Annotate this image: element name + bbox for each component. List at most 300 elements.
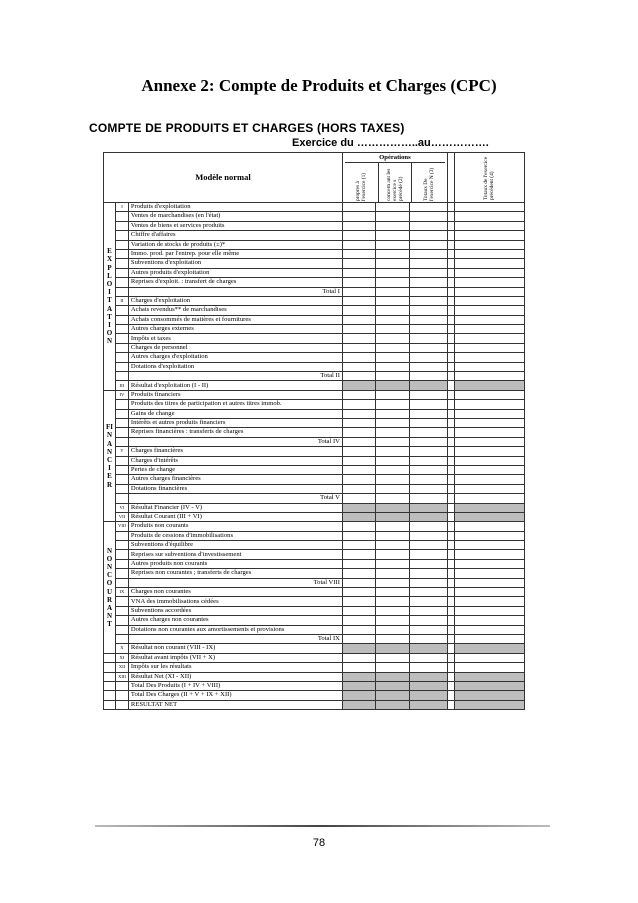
value-cell (454, 681, 524, 690)
value-cell (342, 681, 375, 690)
value-cell (375, 409, 409, 418)
value-cell (409, 296, 447, 305)
value-cell (342, 240, 375, 249)
section-name: FINANCIER (106, 423, 113, 489)
value-cell (375, 606, 409, 615)
value-cell (454, 503, 524, 512)
value-cell (454, 249, 524, 258)
value-cell (342, 503, 375, 512)
table-row (104, 569, 525, 578)
value-cell (375, 400, 409, 409)
value-cell (342, 494, 375, 503)
row-label: Ventes de biens et services produits (128, 221, 342, 230)
value-cell (375, 278, 409, 287)
value-cell (375, 240, 409, 249)
column-gap (447, 681, 454, 690)
value-cell (409, 569, 447, 578)
row-label: Produits financiers (128, 390, 342, 399)
row-label: Autres produits non courants (128, 559, 342, 568)
section-label (104, 522, 116, 653)
value-cell (409, 531, 447, 540)
row-label: Résultat avant impôts (VII + X) (128, 653, 342, 662)
value-cell (409, 268, 447, 277)
value-cell (375, 296, 409, 305)
column-gap (447, 503, 454, 512)
value-cell (375, 203, 409, 212)
value-cell (342, 700, 375, 709)
value-cell (454, 447, 524, 456)
table-row (104, 494, 525, 503)
value-cell (454, 512, 524, 521)
value-cell (375, 672, 409, 681)
value-cell (375, 475, 409, 484)
column-gap (447, 240, 454, 249)
value-cell (409, 691, 447, 700)
value-cell (454, 672, 524, 681)
row-code (116, 494, 129, 503)
column-gap (447, 588, 454, 597)
row-label: Charges d'intérêts (128, 456, 342, 465)
value-cell (409, 221, 447, 230)
row-code (116, 343, 129, 352)
row-code: IV (116, 390, 129, 399)
value-cell (342, 212, 375, 221)
value-cell (342, 512, 375, 521)
value-cell (375, 691, 409, 700)
value-cell (375, 559, 409, 568)
value-cell (454, 465, 524, 474)
value-cell (375, 287, 409, 296)
row-label: Autres charges financières (128, 475, 342, 484)
table-row (104, 550, 525, 559)
row-code (116, 597, 129, 606)
table-row (104, 700, 525, 709)
value-cell (375, 522, 409, 531)
column-gap (447, 522, 454, 531)
value-cell (454, 606, 524, 615)
row-code (116, 400, 129, 409)
value-cell (454, 625, 524, 634)
value-cell (342, 428, 375, 437)
value-cell (454, 343, 524, 352)
table-row (104, 221, 525, 230)
row-label: Résultat d'exploitation (I - II) (128, 381, 342, 390)
value-cell (454, 522, 524, 531)
row-label: VNA des immobilisations cédées (128, 597, 342, 606)
value-cell (409, 559, 447, 568)
table-row (104, 616, 525, 625)
value-cell (375, 428, 409, 437)
table-row (104, 522, 525, 531)
value-cell (409, 353, 447, 362)
value-cell (342, 597, 375, 606)
column-gap (447, 437, 454, 446)
value-cell (342, 390, 375, 399)
row-code: VIII (116, 522, 129, 531)
row-code (116, 231, 129, 240)
row-code (116, 418, 129, 427)
value-cell (342, 372, 375, 381)
value-cell (342, 588, 375, 597)
value-cell (409, 606, 447, 615)
value-cell (454, 400, 524, 409)
row-label: Produits d'exploitation (128, 203, 342, 212)
value-cell (409, 418, 447, 427)
value-cell (409, 278, 447, 287)
column-gap (447, 447, 454, 456)
row-code (116, 221, 129, 230)
table-row (104, 278, 525, 287)
value-cell (375, 663, 409, 672)
value-cell (375, 306, 409, 315)
col-totaux-n-header: Totaux De l'exercice N (3) (422, 167, 435, 201)
column-gap (447, 259, 454, 268)
column-gap (447, 616, 454, 625)
value-cell (375, 494, 409, 503)
value-cell (409, 409, 447, 418)
row-label: Autres produits d'exploitation (128, 268, 342, 277)
column-gap (447, 428, 454, 437)
value-cell (454, 541, 524, 550)
value-cell (409, 681, 447, 690)
column-gap (447, 381, 454, 390)
value-cell (454, 494, 524, 503)
value-cell (409, 437, 447, 446)
value-cell (409, 541, 447, 550)
row-code: XI (116, 653, 129, 662)
section-name: NON COURANT (106, 546, 114, 629)
value-cell (375, 531, 409, 540)
table-row (104, 484, 525, 493)
row-code (116, 268, 129, 277)
value-cell (375, 541, 409, 550)
value-cell (409, 494, 447, 503)
operations-title: Opérations (345, 153, 445, 163)
column-gap (447, 306, 454, 315)
value-cell (342, 353, 375, 362)
table-row (104, 240, 525, 249)
value-cell (375, 249, 409, 258)
value-cell (375, 372, 409, 381)
value-cell (342, 663, 375, 672)
value-cell (454, 484, 524, 493)
row-label: Achats consommés de matières et fournitures (128, 315, 342, 324)
value-cell (342, 296, 375, 305)
value-cell (342, 559, 375, 568)
table-row (104, 353, 525, 362)
row-label: Produits non courants (128, 522, 342, 531)
value-cell (409, 372, 447, 381)
value-cell (409, 362, 447, 371)
table-row (104, 203, 525, 212)
value-cell (454, 381, 524, 390)
row-code (116, 559, 129, 568)
column-gap (447, 325, 454, 334)
value-cell (342, 400, 375, 409)
row-code (116, 437, 129, 446)
table-row (104, 634, 525, 643)
table-row (104, 625, 525, 634)
row-code: VII (116, 512, 129, 521)
row-code (116, 578, 129, 587)
row-code: XIII (116, 672, 129, 681)
value-cell (375, 437, 409, 446)
value-cell (409, 203, 447, 212)
column-gap (447, 343, 454, 352)
table-row (104, 428, 525, 437)
value-cell (375, 231, 409, 240)
value-cell (454, 663, 524, 672)
value-cell (454, 691, 524, 700)
value-cell (409, 616, 447, 625)
value-cell (409, 456, 447, 465)
value-cell (409, 597, 447, 606)
row-code (116, 428, 129, 437)
model-title: Modèle normal (104, 153, 343, 203)
column-gap (447, 400, 454, 409)
value-cell (375, 334, 409, 343)
col-propres-header: propres à l'exercice (1) (355, 172, 368, 201)
value-cell (375, 625, 409, 634)
exercise-period-line: Exercice du ……………..au……………. (292, 137, 489, 149)
column-gap (447, 672, 454, 681)
cpc-table (103, 152, 525, 710)
column-gap (447, 249, 454, 258)
value-cell (342, 672, 375, 681)
section-label (104, 653, 116, 662)
row-label: Ventes de marchandises (en l'état) (128, 212, 342, 221)
row-code (116, 315, 129, 324)
table-row (104, 400, 525, 409)
value-cell (342, 634, 375, 643)
row-label: Autres charges externes (128, 325, 342, 334)
value-cell (454, 550, 524, 559)
row-code (116, 212, 129, 221)
header-row (104, 153, 525, 203)
table-row (104, 541, 525, 550)
column-gap (447, 597, 454, 606)
form-title: COMPTE DE PRODUITS ET CHARGES (HORS TAXES) (89, 121, 405, 135)
section-label (104, 681, 116, 690)
value-cell (375, 597, 409, 606)
row-label: Autres charges d'exploitation (128, 353, 342, 362)
value-cell (454, 569, 524, 578)
value-cell (375, 362, 409, 371)
value-cell (409, 390, 447, 399)
value-cell (375, 569, 409, 578)
value-cell (409, 475, 447, 484)
value-cell (342, 606, 375, 615)
section-label (104, 663, 116, 672)
value-cell (454, 315, 524, 324)
row-code (116, 456, 129, 465)
value-cell (454, 240, 524, 249)
column-gap (447, 296, 454, 305)
value-cell (375, 212, 409, 221)
row-code (116, 616, 129, 625)
column-gap (447, 372, 454, 381)
value-cell (409, 447, 447, 456)
value-cell (375, 653, 409, 662)
row-code (116, 569, 129, 578)
value-cell (454, 372, 524, 381)
row-label: Total Des Charges (II + V + IX + XII) (128, 691, 342, 700)
operations-header (342, 153, 447, 203)
row-label: Dotations financières (128, 484, 342, 493)
row-label: Reprises sur subventions d'investissement (128, 550, 342, 559)
value-cell (454, 306, 524, 315)
col-totaux-prec-header-cell (454, 153, 524, 203)
value-cell (375, 268, 409, 277)
column-gap (447, 315, 454, 324)
value-cell (342, 541, 375, 550)
value-cell (342, 306, 375, 315)
table-row (104, 390, 525, 399)
row-label: Variation de stocks de produits (±)* (128, 240, 342, 249)
value-cell (454, 268, 524, 277)
row-label: Subventions accordées (128, 606, 342, 615)
section-label (104, 390, 116, 521)
column-gap (447, 334, 454, 343)
value-cell (454, 296, 524, 305)
column-gap (447, 559, 454, 568)
table-row (104, 287, 525, 296)
row-code (116, 325, 129, 334)
row-code (116, 475, 129, 484)
table-row (104, 672, 525, 681)
column-gap (447, 203, 454, 212)
row-code (116, 550, 129, 559)
row-code: II (116, 296, 129, 305)
table-row (104, 315, 525, 324)
value-cell (409, 672, 447, 681)
row-label: Résultat Courant (III + VI) (128, 512, 342, 521)
value-cell (454, 634, 524, 643)
value-cell (409, 700, 447, 709)
value-cell (342, 249, 375, 258)
column-gap (447, 278, 454, 287)
value-cell (342, 653, 375, 662)
value-cell (454, 409, 524, 418)
column-gap (447, 606, 454, 615)
row-label: Subventions d'équilibre (128, 541, 342, 550)
table-row (104, 437, 525, 446)
value-cell (409, 334, 447, 343)
value-cell (454, 616, 524, 625)
col-totaux-prec-header: Totaux de l'exercice précédent (4) (483, 156, 496, 200)
table-row (104, 578, 525, 587)
row-code (116, 531, 129, 540)
table-row (104, 653, 525, 662)
value-cell (409, 325, 447, 334)
column-gap (447, 634, 454, 643)
column-gap (447, 475, 454, 484)
value-cell (409, 644, 447, 653)
row-code: X (116, 644, 129, 653)
page-number: 78 (312, 837, 326, 849)
value-cell (342, 475, 375, 484)
row-label: Charges d'exploitation (128, 296, 342, 305)
value-cell (454, 428, 524, 437)
column-gap (447, 644, 454, 653)
row-code (116, 306, 129, 315)
table-row (104, 606, 525, 615)
value-cell (454, 353, 524, 362)
table-row (104, 465, 525, 474)
value-cell (454, 212, 524, 221)
page-heading: Annexe 2: Compte de Produits et Charges (CPC) (141, 76, 497, 95)
column-gap (447, 456, 454, 465)
value-cell (342, 616, 375, 625)
value-cell (375, 616, 409, 625)
row-code: IX (116, 588, 129, 597)
value-cell (409, 428, 447, 437)
value-cell (342, 578, 375, 587)
row-code: III (116, 381, 129, 390)
value-cell (342, 465, 375, 474)
value-cell (342, 278, 375, 287)
column-gap (447, 625, 454, 634)
row-code (116, 353, 129, 362)
value-cell (342, 381, 375, 390)
row-code (116, 484, 129, 493)
table-row (104, 249, 525, 258)
row-label: Charges financières (128, 447, 342, 456)
column-gap (447, 494, 454, 503)
column-gap (447, 691, 454, 700)
value-cell (454, 588, 524, 597)
value-cell (454, 456, 524, 465)
value-cell (375, 644, 409, 653)
cpc-form (103, 152, 525, 710)
column-gap (447, 550, 454, 559)
row-label: Produits des titres de participation et autres titres immob. (128, 400, 342, 409)
value-cell (342, 203, 375, 212)
row-label: RESULTAT NET (128, 700, 342, 709)
row-label: Autres charges non courantes (128, 616, 342, 625)
value-cell (375, 343, 409, 352)
value-cell (409, 484, 447, 493)
value-cell (342, 315, 375, 324)
value-cell (342, 287, 375, 296)
value-cell (342, 334, 375, 343)
value-cell (342, 644, 375, 653)
column-gap (447, 287, 454, 296)
value-cell (375, 550, 409, 559)
value-cell (454, 559, 524, 568)
value-cell (409, 315, 447, 324)
row-label: Reprises financières : transferts de charges (128, 428, 342, 437)
total-label: Total IV (128, 437, 342, 446)
value-cell (375, 390, 409, 399)
column-gap (447, 212, 454, 221)
value-cell (375, 418, 409, 427)
column-gap (447, 221, 454, 230)
value-cell (454, 653, 524, 662)
table-row (104, 456, 525, 465)
value-cell (409, 653, 447, 662)
column-gap (447, 578, 454, 587)
value-cell (342, 221, 375, 230)
value-cell (409, 400, 447, 409)
value-cell (409, 287, 447, 296)
section-label (104, 700, 116, 709)
column-gap (447, 512, 454, 521)
value-cell (454, 597, 524, 606)
row-code: VI (116, 503, 129, 512)
value-cell (342, 418, 375, 427)
value-cell (454, 278, 524, 287)
